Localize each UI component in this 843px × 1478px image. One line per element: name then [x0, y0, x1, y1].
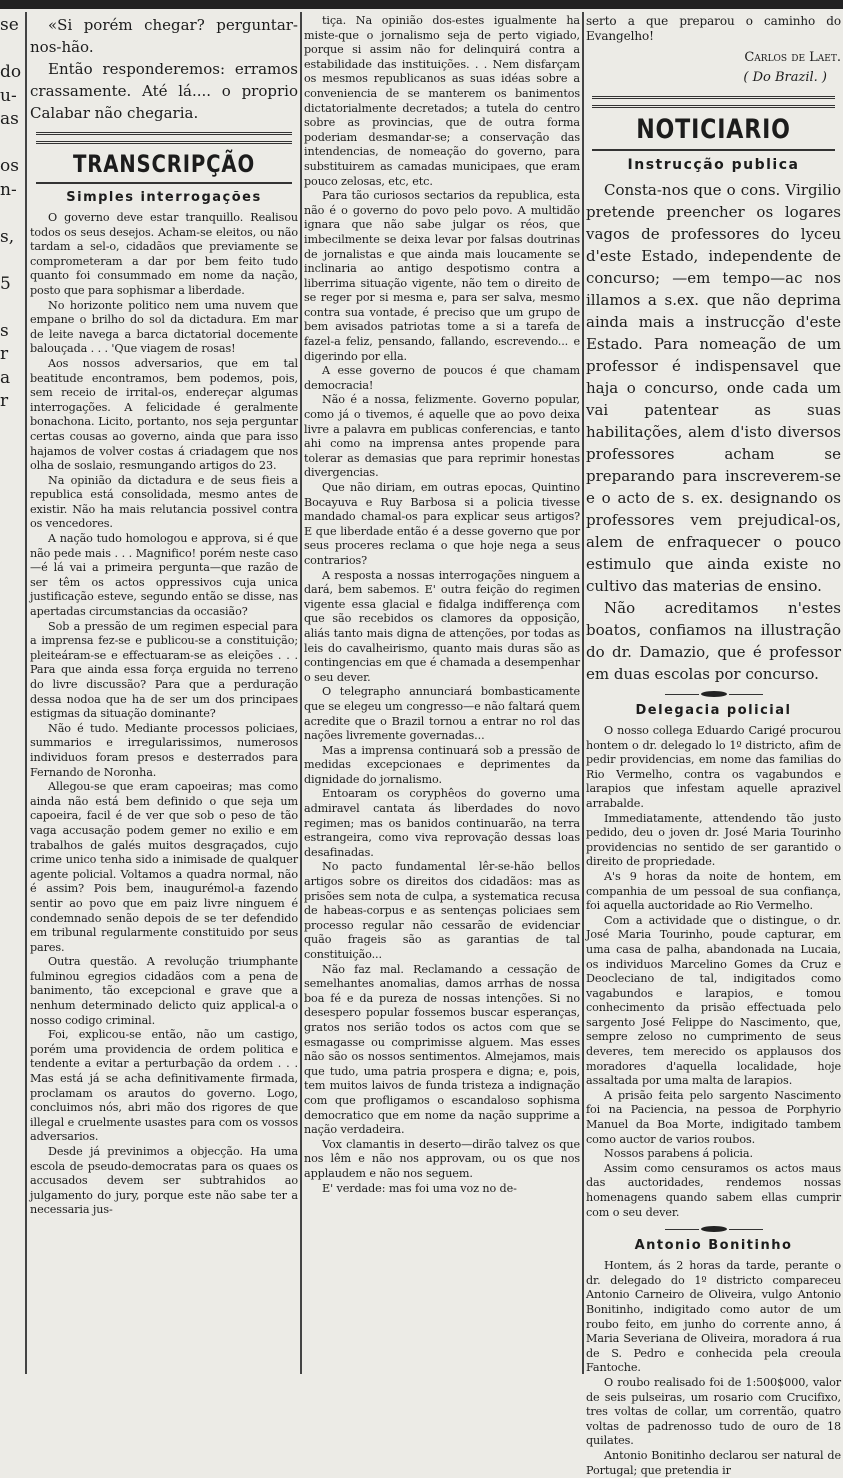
paragraph: Não é a nossa, felizmente. Governo popular, como já o tivemos, é aquelle que ao povo deixa livre a palavra em publicas conferencias, e tanto ahi como na imprensa antes propende para tolerar as demasias que para reprimir honestas divergencias.: [304, 393, 580, 480]
ornament-divider: [586, 1226, 841, 1232]
article-title: Antonio Bonitinho: [634, 1238, 793, 1254]
paragraph: Aos nossos adversarios, que em tal beatitude encontramos, bem podemos, pois, sem receio de irrital-os, endereçar algumas interrogações. A felicidade é geralmente bonachona. Licito, portanto, nos seja perguntar certas cousas ao governo, ainda que para isso hajamos de volver costas á criadagem que nos olha de soslaio, resmungando artigos do 23.: [30, 356, 298, 473]
fragment-line: r: [0, 391, 9, 411]
author-signature: Carlos de Laet.: [744, 50, 841, 65]
paragraph: E' verdade: mas foi uma voz no de-: [322, 1181, 517, 1195]
paragraph: Que não diriam, em outras epocas, Quintino Bocayuva e Ruy Barbosa si a policia tivesse mandado chamal-os para explicar seus artigos? E que liberdade então é a desse governo que por seus proceres reclama o que hoje nega a seus contrarios?: [304, 481, 580, 567]
paragraph: A esse governo de poucos é que chamam democracia!: [304, 364, 580, 392]
paragraph: O roubo realisado foi de 1:500$000, valor de seis pulseiras, um rosario com Crucifixo, tres voltas de collar, um correntão, quatro voltas de padrenosso tudo de ouro de 18 quilates.: [586, 1375, 841, 1448]
paragraph: Foi, explicou-se então, não um castigo, porém uma providencia de ordem politica e tendente a evitar a perturbação da ordem . . . Mas está já se acha definitivamente firmada, proclamam os arautos do governo. Logo, concluimos nós, abri mão dos rigores de que illegal e cruelmente usastes para com os vossos adversarios.: [30, 1028, 298, 1144]
article-body: [586, 1259, 841, 1478]
paragraph: Com a actividade que o distingue, o dr. José Maria Tourinho, poude capturar, em uma casa de palha, abandonada na Lucaia, os individuos Marcelino Gomes da Cruz e Deocleciano de tal, indigitados como vagabundos e larapios, e tomou conhecimento da prisão effectuada pelo sargento José Felippe do Nascimento, que, sempre zeloso no cumprimento de seus deveres, tem merecido os applausos dos moradores d'aquella localidade, hoje assaltada por uma malta de larapios.: [586, 913, 841, 1088]
left-column-fragment: [0, 14, 22, 461]
column-3: [586, 14, 841, 1478]
paragraph: Entoaram os coryphêos do governo uma admiravel cantata ás liberdades do novo regimen; mas os banidos continuarão, na terra estrangeira, como viva reprovação dessas loas desafinadas.: [304, 787, 580, 859]
paragraph: Não faz mal. Reclamando a cessação de semelhantes anomalias, damos arrhas de nossa boa fé e da pureza de nossas intenções. Si no desespero popular fossemos buscar esperanças, gratos nos serião todos os actos com que se esmagasse ou comprimisse alguem. Mas esses não são os nossos sentimentos. Almejamos, mais que tudo, uma patria prospera e digna; e, pois, tem muitos laivos de funda tristeza a indignação com que profligamos o escandaloso sophisma democratico que em nome da nação supprime a nação verdadeira.: [304, 962, 580, 1137]
paragraph: Consta-nos que o cons. Virgilio pretende preencher os logares vagos de professores do lyceu d'este Estado, independente de concurso; —em tempo—ac nos illamos a s.ex. que não deprima ainda mais a instrucção d'este Estado. Para nomeação de um professor é indispensavel que haja o concurso, onde cada um vai patentear as suas habilitações, alem d'isto diversos professores acham se preparando para inscreverem-se e o acto de s. ex. designando os professores vem prejudical-os, alem de enfraquecer o pouco estimulo que ainda existe no cultivo das materias de ensino.: [586, 181, 841, 595]
article-body-continued: [304, 14, 580, 1196]
paragraph: Outra questão. A revolução triumphante fulminou egregios cidadãos com a pena de banimento, tão excepcional e grave que a nenhum determinado delicto quiz applical-a o nosso codigo criminal.: [30, 955, 298, 1027]
paragraph: No horizonte politico nem uma nuvem que empane o brilho do sol da dictadura. Em mar de leite navega a barca dictatorial docemente balouçada . . . 'Que viagem de rosas!: [30, 298, 298, 356]
signature-block: [586, 48, 841, 88]
paragraph: O nosso collega Eduardo Carigé procurou hontem o dr. delegado lo 1º districto, afim de pedir providencias, em nome das familias do Rio Vermelho, contra os vagabundos e larapios que infestam aquelle aprazivel arrabalde.: [586, 724, 841, 810]
paragraph: Não é tudo. Mediante processos policiaes, summarios e irregularissimos, numerosos individuos foram presos e desterrados para Fernando de Noronha.: [30, 721, 298, 779]
fragment-line: [0, 132, 22, 156]
paragraph: Immediatamente, attendendo tão justo pedido, deu o joven dr. José Maria Tourinho providencias no sentido de ser garantido o direito de propriedade.: [586, 811, 841, 869]
paragraph: Para tão curiosos sectarios da republica, esta não é o governo do povo pelo povo. A multidão ignara que não sabe julgar os réos, que imbecilmente se deixa levar por falsas doutrinas de jornalistas e que ainda mais loucamente se inclinaria ao antigo despotismo contra a liberrima situação vigente, não tem o direito de se reger por si mesma e, para ser salva, mesmo contra sua vontade, é preciso que um grupo de bem avisados patriotas tome a si a tarefa de fazel-a feliz, pensando, fallando, escrevendo... e digerindo por ella.: [304, 189, 580, 363]
article-body: [30, 211, 298, 1218]
paragraph: O telegrapho annunciará bombasticamente que se elegeu um congresso—e não faltará quem acredite que o Brazil tornou a entrar no rol das nações livremente governadas...: [304, 685, 580, 743]
paragraph: A nação tudo homologou e approva, si é que não pede mais . . . Magnifico! porém neste caso—é lá vai a primeira pergunta—que razão de ser têm os actos oppressivos cuja unica justificação esteve, segundo então se disse, nas apertadas circumstancias da occasião?: [30, 532, 298, 619]
column-1: [30, 14, 298, 1218]
fragment-line: 5: [0, 273, 11, 294]
paragraph: Desde já previnimos a objecção. Ha uma escola de pseudo-democratas para os quaes os accusados devem ser subtrahidos ao julgamento do jury, porque este não sabe ter a necessaria jus-: [30, 1145, 298, 1217]
paragraph: Não acreditamos n'estes boatos, confiamos na illustração do dr. Damazio, que é professor em duas escolas por concurso.: [586, 599, 841, 683]
paragraph: Nossos parabens á policia.: [604, 1147, 753, 1161]
fragment-line: [0, 202, 22, 226]
paragraph: Antonio Bonitinho declarou ser natural de Portugal; que pretendia ir: [586, 1448, 841, 1477]
paragraph: No pacto fundamental lêr-se-hão bellos artigos sobre os direitos dos cidadãos: mas as prisões sem nota de culpa, a systematica recusa de habeas-corpus e as sentenças policiaes sem processo regular não cessarão de evidenciar quão frageis são as garantias de tal constituição...: [304, 860, 580, 961]
fragment-line: se: [0, 15, 19, 35]
paragraph: Mas a imprensa continuará sob a pressão de medidas excepcionaes e deprimentes da dignidade do jornalismo.: [304, 743, 580, 786]
paragraph: Sob a pressão de um regimen especial para a imprensa fez-se e publicou-se a constituição; pleiteáram-se e effectuaram-se as eleições . . . Para que ainda essa força erguida no terreno do livre discussão? Para que a perduração dessa nodoa que ha de ser um dos principaes estigmas da situação dominante?: [30, 619, 298, 721]
fragment-line: [0, 437, 22, 461]
paragraph: Assim como censuramos os actos maus das auctoridades, rendemos nossas homenagens quando sabem ellas cumprir com o seu dever.: [586, 1161, 841, 1219]
paragraph: Vox clamantis in deserto—dirão talvez os que nos lêm e não nos approvam, ou os que nos applaudem e não nos seguem.: [304, 1137, 580, 1180]
fragment-line: u-: [0, 85, 17, 106]
column-2: [304, 14, 580, 1196]
ornament-divider: [586, 691, 841, 697]
article-title: Instrucção publica: [627, 157, 800, 173]
section-title: NOTICIARIO: [636, 114, 791, 145]
article-body: [586, 724, 841, 1220]
paragraph: A prisão feita pelo sargento Nascimento foi na Paciencia, na pessoa de Porphyrio Manuel da Boa Morte, indigitado tambem como auctor de varios roubos.: [586, 1088, 841, 1146]
fragment-line: as: [0, 109, 19, 129]
column-divider: [300, 12, 302, 1374]
fragment-line: [0, 414, 22, 438]
paragraph: Na opinião da dictadura e de seus fieis a republica está consolidada, mesmo antes de existir. Não ha mais relutancia possivel contra os vencedores.: [30, 473, 298, 531]
fragment-line: r: [0, 344, 9, 364]
paragraph: Então responderemos: erramos crassamente. Até lá.... o proprio Calabar não chegaria.: [30, 60, 298, 122]
news-articles: [586, 157, 841, 1478]
article-title: Simples interrogações: [66, 190, 262, 205]
paragraph: Allegou-se que eram capoeiras; mas como ainda não está bem definido o que seja um capoeira, facil é de ver que sob o peso de tão vaga accusação podem gemer no exilio e em trabalhos de galés muitos desgraçados, cujo crime unico tenha sido a inimisade de qualquer agente policial. Voltamos a quadra normal, não é assim? Pois bem, inaugurémol-a fazendo sentir ao povo que em paiz livre ninguem é condemnado senão depois de se ter defendido em tribunal regularmente constituido por seus pares.: [30, 780, 298, 954]
article-title: Delegacia policial: [635, 703, 792, 718]
fragment-line: a: [0, 367, 11, 388]
fragment-line: n-: [0, 179, 17, 200]
fragment-line: [0, 38, 22, 62]
section-title: TRANSCRIPÇÃO: [72, 150, 256, 178]
paragraph: «Si porém chegar? perguntar-nos-hão.: [30, 16, 298, 56]
fragment-line: os: [0, 156, 19, 176]
paragraph: tiça. Na opinião dos-estes igualmente ha miste-que o jornalismo seja de perto vigiado, porque si assim não for delinquirá contra a estabilidade das instituições. . . Nem disfarçam os mesmos republicanos as suas idéas sobre a conveniencia de se manterem os banimentos dictatorialmente decretados; a tutela do centro sobre as provincias, que de outra forma poderiam desmandar-se; a conservação das intendencias, de nomeação do governo, para substituirem as camadas municipaes, que eram pouco zelosas, etc, etc.: [304, 14, 580, 188]
article-continuation: serto a que preparou o caminho do Evangelho!: [586, 14, 841, 43]
paragraph: Hontem, ás 2 horas da tarde, perante o dr. delegado do 1º districto compareceu Antonio Carneiro de Oliveira, vulgo Antonio Bonitinho, indigitado como autor de um roubo feito, em junho do corrente anno, á Maria Severiana de Oliveira, moradora á rua de S. Pedro e conhecida pela creoula Fantoche.: [586, 1259, 841, 1375]
column-divider: [25, 12, 27, 1374]
source-credit: ( Do Brazil. ): [743, 70, 827, 85]
fragment-line: do: [0, 62, 22, 82]
fragment-line: s: [0, 320, 9, 341]
section-header-transcripcao: [30, 132, 298, 184]
paragraph: O governo deve estar tranquillo. Realisou todos os seus desejos. Acham-se eleitos, ou não tardam a sel-o, cidadãos que previamente se comprometeram a dar por bem feito tudo quanto foi consummado em nome da nação, posto que para sophismar a liberdade.: [30, 211, 298, 297]
paragraph: A's 9 horas da noite de hontem, em companhia de um pessoal de sua confiança, foi aquella auctoridade ao Rio Vermelho.: [586, 869, 841, 913]
article-body: [586, 179, 841, 685]
fragment-line: s,: [0, 226, 15, 247]
paragraph: A resposta a nossas interrogações ninguem a dará, bem sabemos. E' outra feição do regimen vigente essa glacial e fidalga indifferença com que são recebidos os clamores da opposição, aliás tanto mais digna de attenções, por todas as leis do cavalheirismo, quanto mais duras são as contingencias em que é chamada a desempenhar o seu dever.: [304, 568, 580, 684]
top-rule: [0, 0, 843, 9]
section-header-noticiario: [586, 96, 841, 151]
column-divider: [582, 12, 584, 1374]
fragment-line: [0, 296, 22, 320]
fragment-line: [0, 249, 22, 273]
intro-text: [30, 14, 298, 124]
